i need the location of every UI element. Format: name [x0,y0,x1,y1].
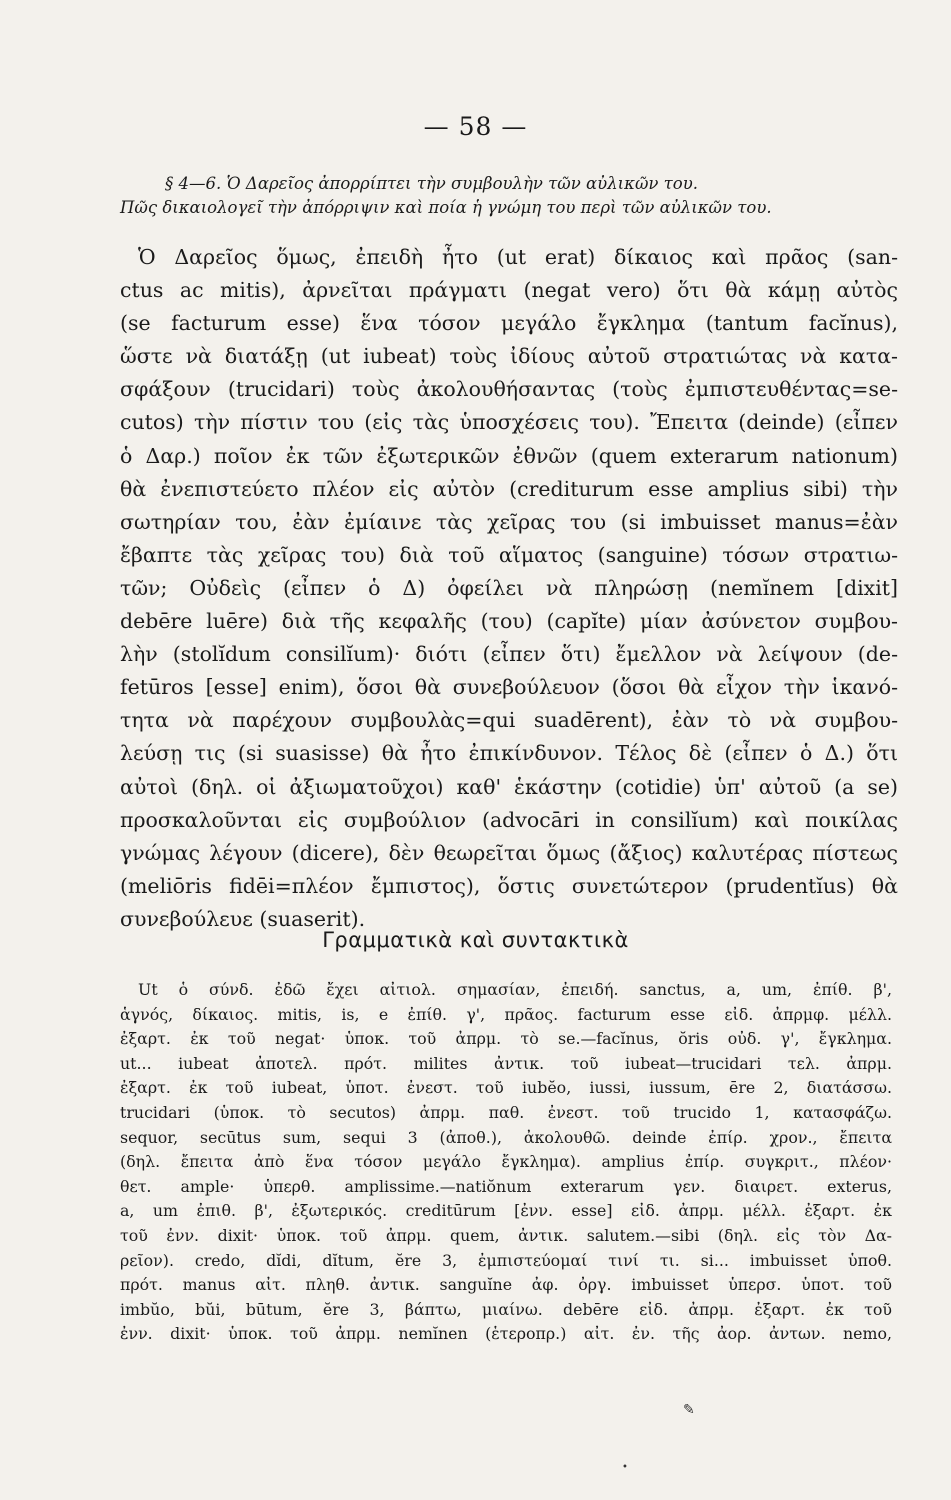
main-text [120,241,898,936]
page-number: — 58 — [423,112,528,141]
note-line: imbŭo, bŭi, būtum, ĕre 3, βάπτω, μιαίνω. debēre εἰδ. ἀπρμ. ἐξαρτ. ἐκ τοῦ [120,1299,892,1319]
text-line: σφάξουν (trucidari) τοὺς ἀκολουθήσαντας (τοὺς ἐμπιστευθέντας=se- [120,377,898,402]
text-line: προσκαλοῦνται εἰς συμβούλιον (advocāri in consilĭum) καὶ ποικίλας [120,807,898,832]
text-line: debēre luēre) διὰ τῆς κεφαλῆς (του) (capĭte) μίαν ἀσύνετον συμβου- [120,609,898,634]
note-line: ρεῖον). credo, dĭdi, dĭtum, ĕre 3, ἐμπιστεύομαί τινί τι. si... imbuisset ὑποθ. [120,1250,892,1270]
text-line: θὰ ἐνεπιστεύετο πλέον εἰς αὐτὸν (crediturum esse amplius sibi) τὴν [120,476,898,501]
text-line: ctus ac mitis), ἀρνεῖται πράγματι (negat vero) ὅτι θὰ κάμῃ αὐτὸς [120,278,898,303]
text-line: ἔβαπτε τὰς χεῖρας του) διὰ τοῦ αἵματος (sanguine) τόσων στρατιω- [120,542,898,567]
text-line: τητα νὰ παρέχουν συμβουλὰς=qui suadērent), ἐὰν τὸ νὰ συμβου- [120,708,898,733]
note-line: πρότ. manus αἰτ. πληθ. ἀντικ. sanguĭne ἀφ. ὀργ. imbuisset ὑπερσ. ὑποτ. τοῦ [120,1275,892,1295]
text-line: cutos) τὴν πίστιν του (εἰς τὰς ὑποσχέσεις του). Ἔπειτα (deinde) (εἶπεν [120,410,898,435]
grammar-notes [120,978,892,1347]
note-line: ἐνν. dixit· ὑποκ. τοῦ ἀπρμ. nemĭnen (ἑτεροπρ.) αἰτ. ἐν. τῆς ἀορ. ἀντων. nemo, [120,1324,892,1344]
note-line: θετ. ample· ὑπερθ. amplissime.—natiŏnum exterarum γεν. διαιρετ. exterus, [120,1176,892,1196]
text-line: αὐτοὶ (δηλ. οἱ ἀξιωματοῦχοι) καθ' ἑκάστην (cotidie) ὑπ' αὐτοῦ (a se) [120,774,898,799]
text-line: (meliōris fidēi=πλέον ἔμπιστος), ὅστις συνετώτερον (prudentĭus) θὰ [120,873,898,898]
note-line: (δηλ. ἔπειτα ἀπὸ ἕνα τόσον μεγάλο ἔγκλημα). amplius ἐπίρ. συγκριτ., πλέον· [120,1152,892,1172]
text-line: σωτηρίαν του, ἐὰν ἐμίαινε τὰς χεῖρας του (si imbuisset manus=ἐὰν [120,509,898,534]
section-heading-line-1: § 4—6. Ὁ Δαρεῖος ἀπορρίπτει τὴν συμβουλὴν τῶν αὐλικῶν του. [165,174,699,193]
grammar-section-title: Γραμματικὰ καὶ συντακτικὰ [322,928,629,952]
section-heading-line-2: Πῶς δικαιολογεῖ τὴν ἀπόρριψιν καὶ ποία ἡ γνώμη του περὶ τῶν αὐλικῶν του. [120,198,772,217]
note-line: ἐξαρτ. ἐκ τοῦ iubeat, ὑποτ. ἐνεστ. τοῦ iubĕo, iussi, iussum, ēre 2, διατάσσω. [120,1078,892,1098]
note-line: trucidari (ὑποκ. τὸ secutos) ἀπρμ. παθ. ἐνεστ. τοῦ trucido 1, κατασφάζω. [120,1102,892,1122]
text-line: ὁ Δαρ.) ποῖον ἐκ τῶν ἐξωτερικῶν ἐθνῶν (quem exterarum nationum) [120,443,898,468]
pencil-mark-icon: ✎ [683,1402,695,1418]
note-line: ἐξαρτ. ἐκ τοῦ negat· ὑποκ. τοῦ ἀπρμ. τὸ se.—facĭnus, ŏris οὐδ. γ', ἔγκλημα. [120,1029,892,1049]
text-line: (se facturum esse) ἕνα τόσον μεγάλο ἔγκλημα (tantum facĭnus), [120,311,898,336]
note-line: sequor, secūtus sum, sequi 3 (ἀποθ.), ἀκολουθῶ. deinde ἐπίρ. χρον., ἔπειτα [120,1127,892,1147]
note-line: τοῦ ἐνν. dixit· ὑποκ. τοῦ ἀπρμ. quem, ἀντικ. salutem.—sibi (δηλ. εἰς τὸν Δα- [120,1225,892,1245]
text-line: συνεβούλευε (suaserit). [120,906,366,931]
text-line: ὥστε νὰ διατάξῃ (ut iubeat) τοὺς ἰδίους αὐτοῦ στρατιώτας νὰ κατα- [120,344,898,369]
text-line: fetūros [esse] enim), ὅσοι θὰ συνεβούλευον (ὅσοι θὰ εἶχον τὴν ἱκανό- [120,675,898,700]
dot-mark-icon: • [622,1462,628,1473]
text-line: γνώμας λέγουν (dicere), δὲν θεωρεῖται ὅμως (ἄξιος) καλυτέρας πίστεως [120,840,898,865]
text-line: λεύσῃ τις (si suasisse) θὰ ἦτο ἐπικίνδυνον. Τέλος δὲ (εἶπεν ὁ Δ.) ὅτι [120,741,898,766]
note-line: ἁγνός, δίκαιος. mitis, is, e ἐπίθ. γ', πρᾶος. facturum esse εἰδ. ἀπρμφ. μέλλ. [120,1004,892,1024]
text-line: τῶν; Οὐδεὶς (εἶπεν ὁ Δ) ὀφείλει νὰ πληρώσῃ (nemĭnem [dixit] [120,575,898,600]
note-line: Ut ὁ σύνδ. ἐδῶ ἔχει αἰτιολ. σημασίαν, ἐπειδή. sanctus, a, um, ἐπίθ. β', [138,980,892,999]
text-line: λὴν (stolĭdum consilĭum)· διότι (εἶπεν ὅτι) ἔμελλον νὰ λείψουν (de- [120,642,898,667]
text-line: Ὁ Δαρεῖος ὅμως, ἐπειδὴ ἦτο (ut erat) δίκαιος καὶ πρᾶος (san- [138,245,898,269]
note-line: ut... iubeat ἀποτελ. πρότ. milites ἀντικ. τοῦ iubeat—trucidari τελ. ἀπρμ. [120,1053,892,1073]
note-line: a, um ἐπιθ. β', ἐξωτερικός. creditūrum [ἐνν. esse] εἰδ. ἀπρμ. μέλλ. ἐξαρτ. ἐκ [120,1201,892,1221]
